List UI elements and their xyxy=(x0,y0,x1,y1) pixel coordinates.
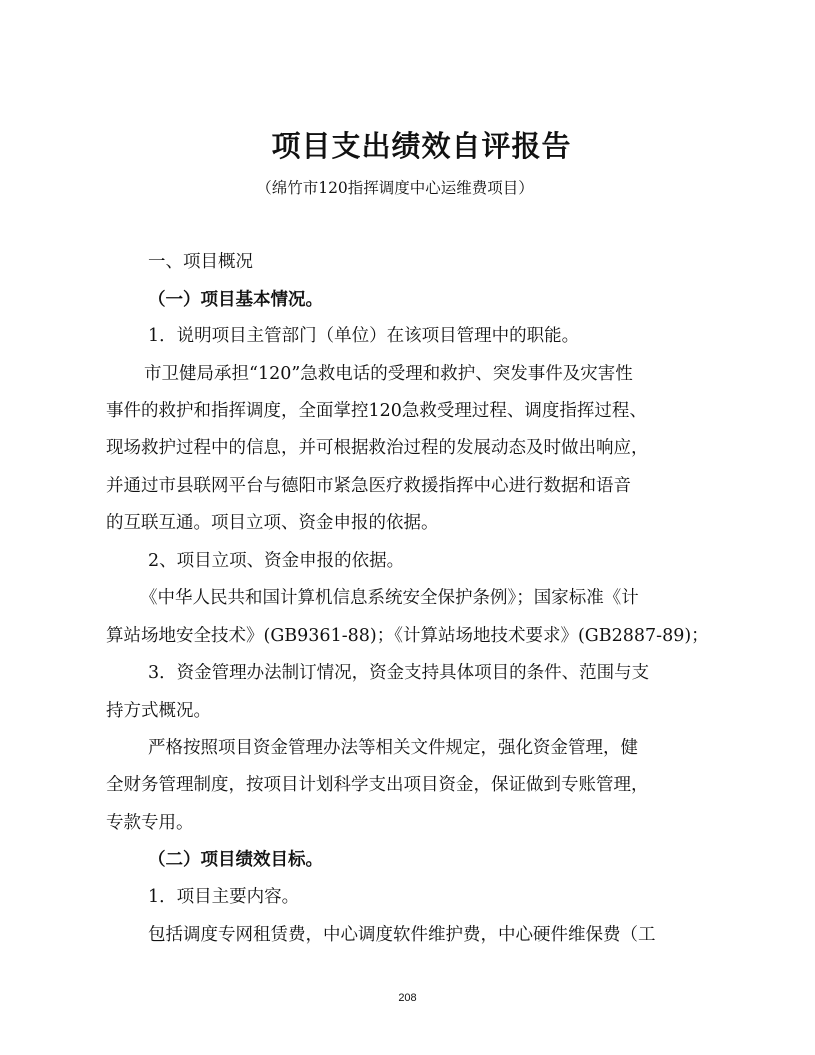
paragraph-line: 严格按照项目资金管理办法等相关文件规定，强化资金管理，健 xyxy=(148,738,638,758)
paragraph-line: 包括调度专网租赁费，中心调度软件维护费，中心硬件维保费（工 xyxy=(148,925,656,945)
section-heading-overview: 一、项目概况 xyxy=(148,252,253,272)
paragraph-line: 算站场地安全技术》(GB9361-88)；《计算站场地技术要求》(GB2887-89)； xyxy=(106,626,709,646)
item-heading-1: 1．说明项目主管部门（单位）在该项目管理中的职能。 xyxy=(148,326,580,346)
page-title: 项目支出绩效自评报告 xyxy=(271,129,572,163)
item-heading-2: 2、项目立项、资金申报的依据。 xyxy=(148,551,405,571)
paragraph-line: 《中华人民共和国计算机信息系统安全保护条例》；国家标准《计 xyxy=(140,588,639,608)
subsection-heading-basic-info: （一）项目基本情况。 xyxy=(148,290,323,310)
paragraph-line: 现场救护过程中的信息，并可根据救治过程的发展动态及时做出响应， xyxy=(106,438,649,458)
paragraph-line: 并通过市县联网平台与德阳市紧急医疗救援指挥中心进行数据和语音 xyxy=(106,476,631,496)
paragraph-line: 专款专用。 xyxy=(106,813,194,833)
page-subtitle: （绵竹市120指挥调度中心运维费项目） xyxy=(256,179,534,197)
paragraph-line: 的互联互通。项目立项、资金申报的依据。 xyxy=(106,513,439,533)
paragraph-line: 市卫健局承担“120”急救电话的受理和救护、突发事件及灾害性 xyxy=(144,364,633,384)
paragraph-line: 事件的救护和指挥调度，全面掌控120急救受理过程、调度指挥过程、 xyxy=(106,401,647,421)
item-heading-3: 3．资金管理办法制订情况，资金支持具体项目的条件、范围与支 xyxy=(148,663,650,683)
paragraph-line: 全财务管理制度，按项目计划科学支出项目资金，保证做到专账管理， xyxy=(106,775,649,795)
item-heading-main-content: 1．项目主要内容。 xyxy=(148,887,300,907)
subsection-heading-performance-goals: （二）项目绩效目标。 xyxy=(148,850,323,870)
paragraph-line: 持方式概况。 xyxy=(106,701,211,721)
page-number: 208 xyxy=(398,992,417,1004)
